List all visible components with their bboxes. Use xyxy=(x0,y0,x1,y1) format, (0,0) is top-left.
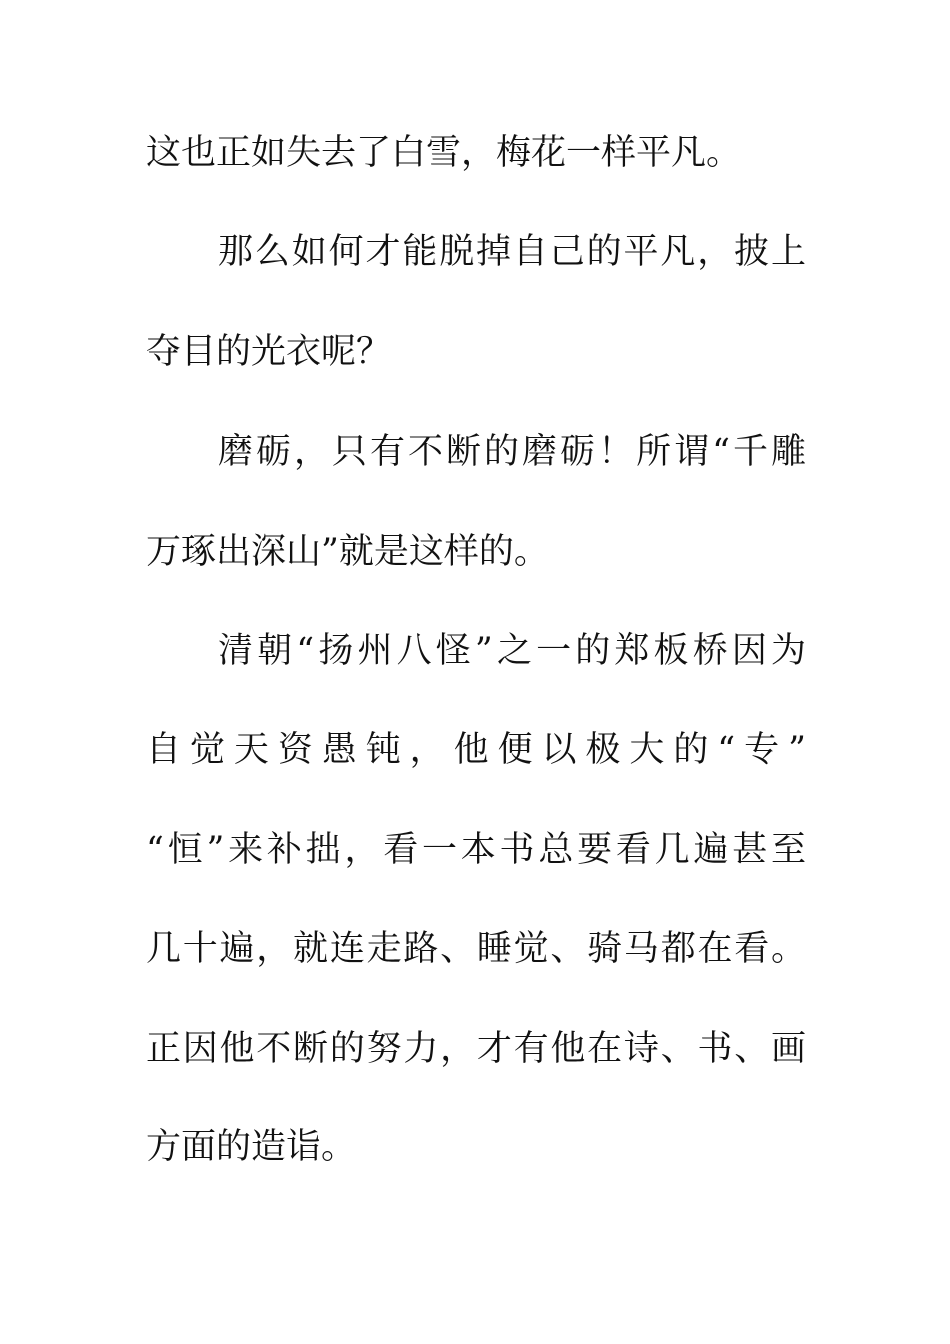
text-line: 方面的造诣。 xyxy=(146,1127,357,1167)
text-line: 正因他不断的努力，才有他在诗、书、画 xyxy=(146,1029,806,1069)
text-line: “恒”来补拙，看一本书总要看几遍甚至 xyxy=(146,830,806,870)
text-line: 夺目的光衣呢？ xyxy=(146,332,392,372)
paragraph-first-line: 那么如何才能脱掉自己的平凡，披上 xyxy=(218,232,806,272)
text-line: 几十遍，就连走路、睡觉、骑马都在看。 xyxy=(146,929,806,969)
paragraph-first-line: 磨砺，只有不断的磨砺！所谓“千雕 xyxy=(218,432,806,472)
text-line: 万琢出深山”就是这样的。 xyxy=(146,532,549,572)
text-line: 自觉天资愚钝，他便以极大的“专” xyxy=(146,730,806,770)
text-line: 这也正如失去了白雪，梅花一样平凡。 xyxy=(146,133,742,173)
paragraph-first-line: 清朝“扬州八怪”之一的郑板桥因为 xyxy=(218,631,806,671)
